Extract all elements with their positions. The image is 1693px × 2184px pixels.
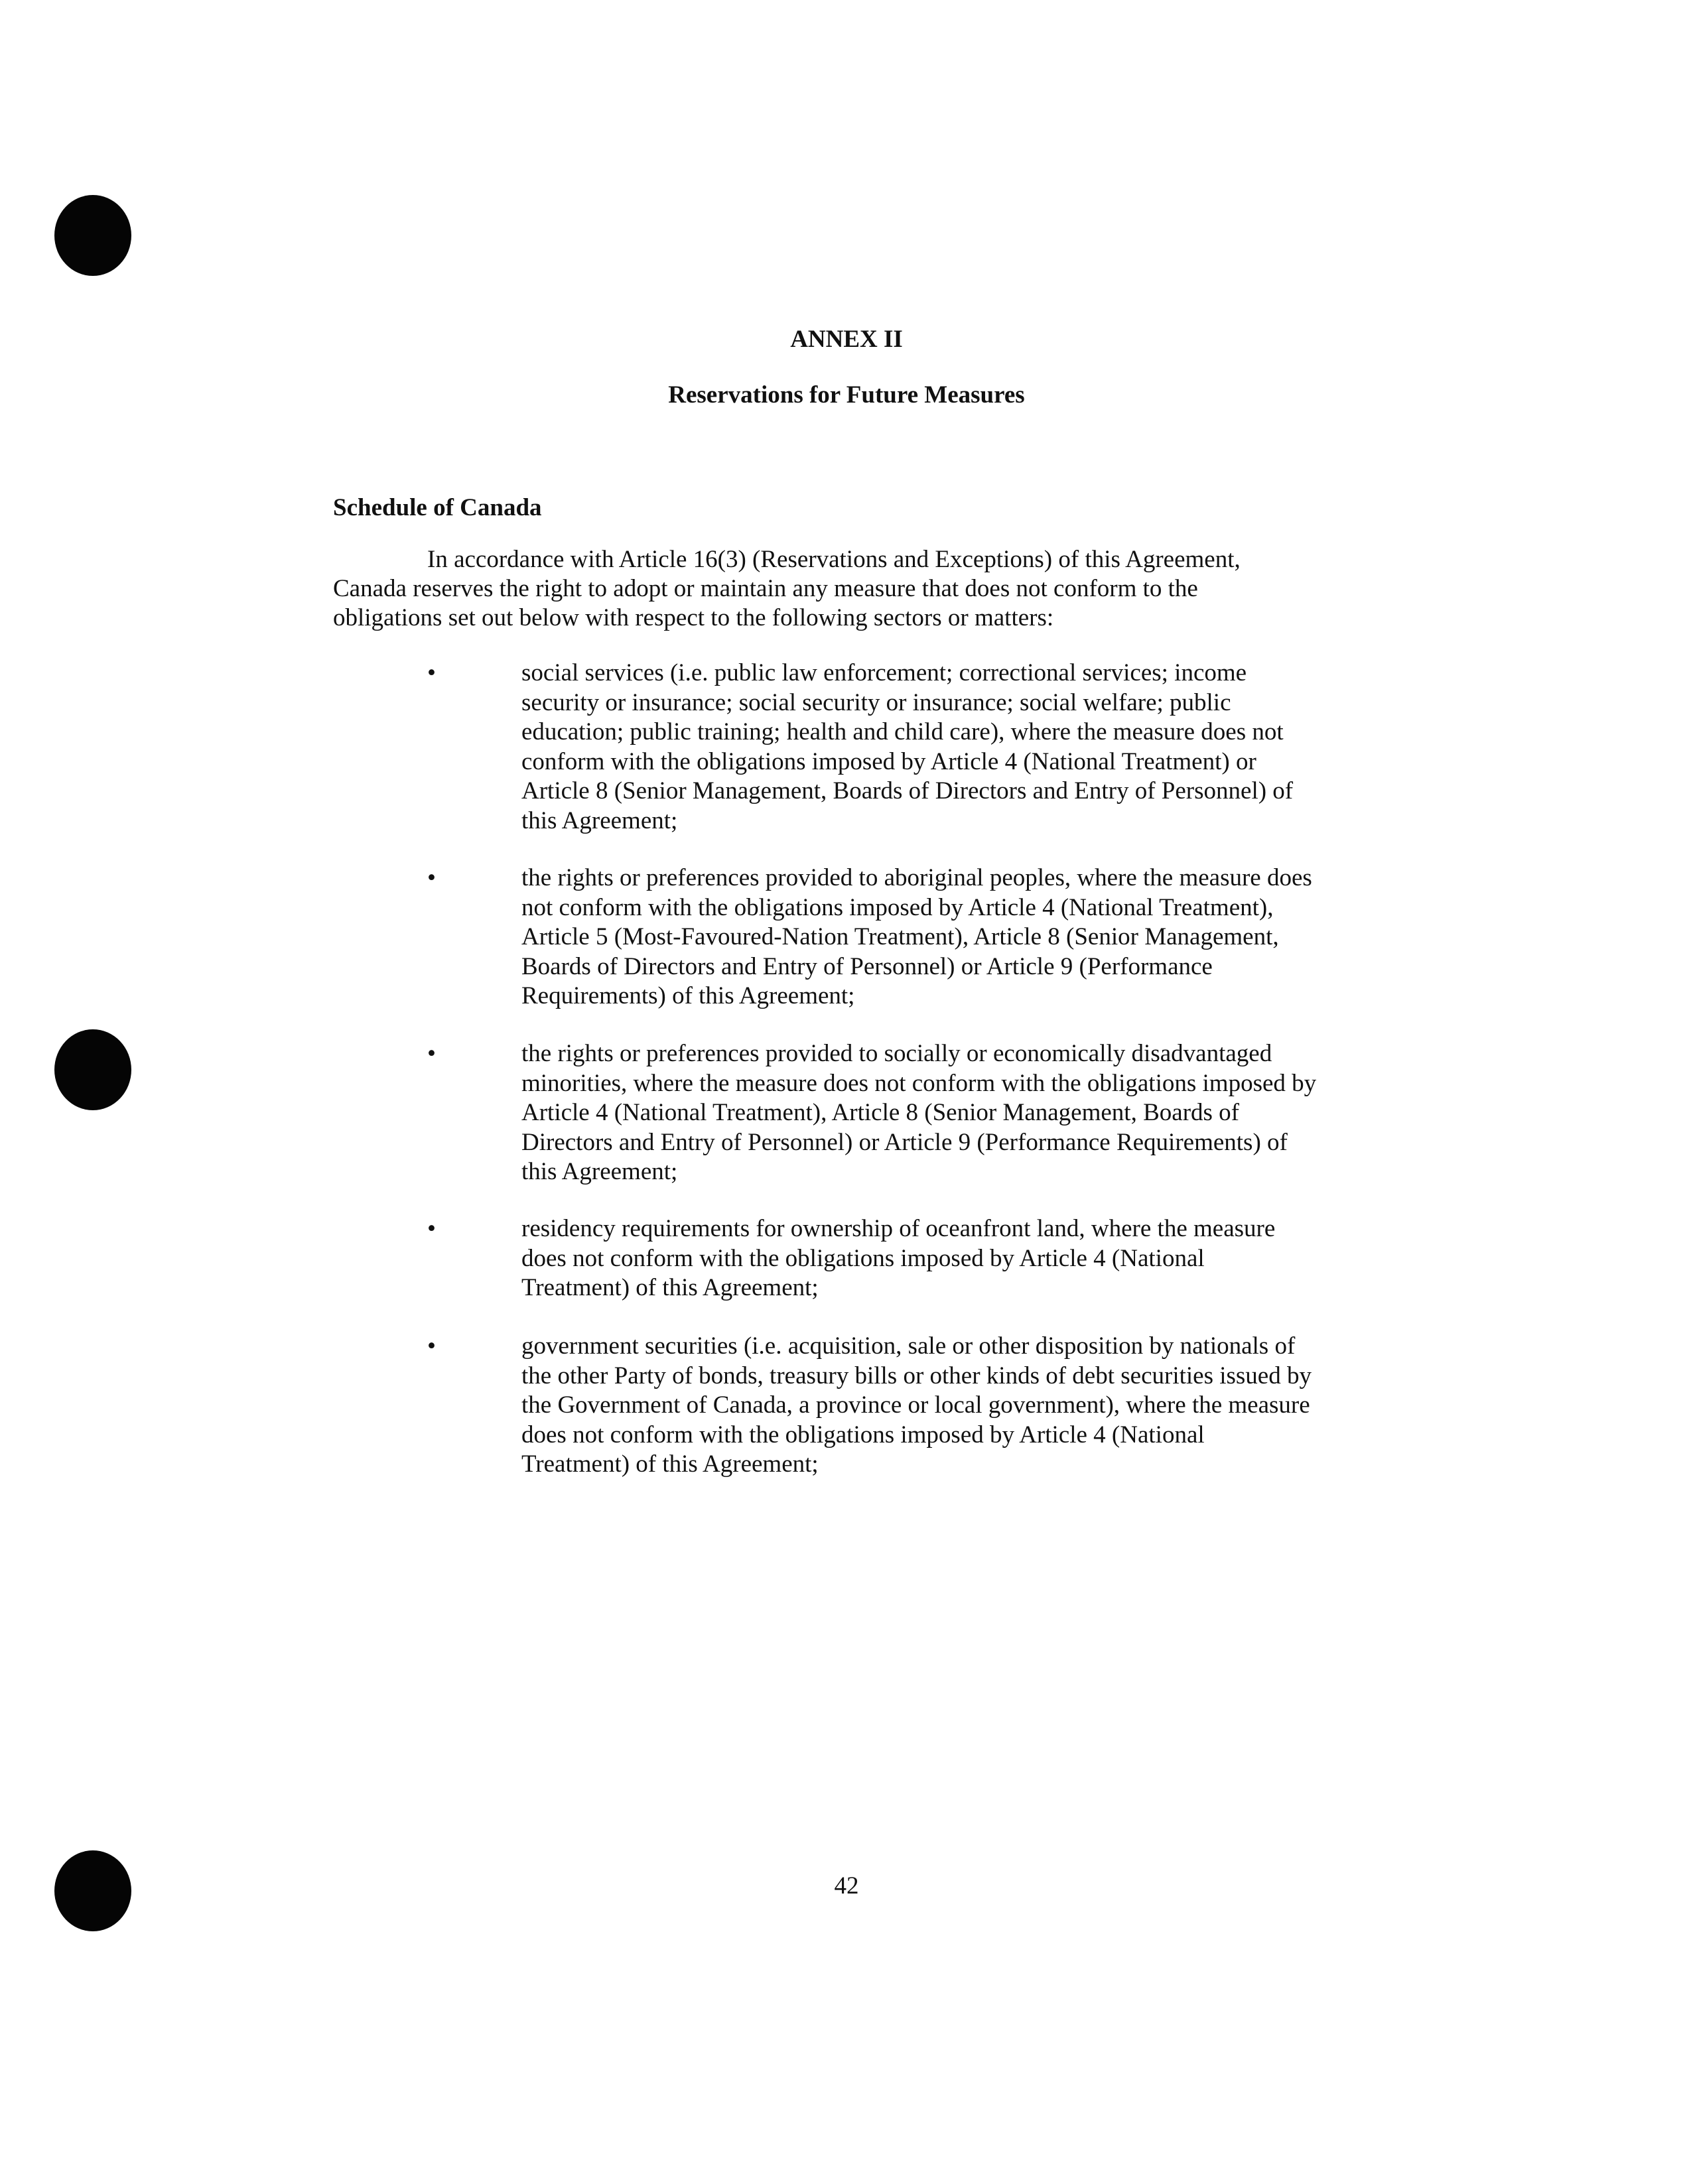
bullet-line: the other Party of bonds, treasury bills or other kinds of debt securities issued by: [521, 1362, 1312, 1389]
bullet-line: does not conform with the obligations imposed by Article 4 (National: [521, 1244, 1205, 1272]
bullet-line: Article 8 (Senior Management, Boards of Directors and Entry of Personnel) of: [521, 777, 1294, 805]
intro-line: In accordance with Article 16(3) (Reservations and Exceptions) of this Agreement,: [427, 546, 1241, 573]
bullet-line: the rights or preferences provided to aboriginal peoples, where the measure does: [521, 864, 1312, 891]
bullet-text: [521, 1214, 1275, 1303]
bullet-line: residency requirements for ownership of oceanfront land, where the measure: [521, 1215, 1276, 1242]
bullet-line: minorities, where the measure does not conform with the obligations imposed by: [521, 1069, 1317, 1097]
bullet-text: [521, 1039, 1316, 1187]
punch-hole: [54, 195, 131, 276]
bullet-line: Treatment) of this Agreement;: [521, 1274, 819, 1302]
bullet-line: the Government of Canada, a province or local government), where the measure: [521, 1391, 1310, 1419]
bullet-line: does not conform with the obligations imposed by Article 4 (National: [521, 1421, 1205, 1448]
bullet-line: the rights or preferences provided to socially or economically disadvantaged: [521, 1040, 1272, 1067]
bullet-line: security or insurance; social security or insurance; social welfare; public: [521, 688, 1231, 716]
bullet-line: government securities (i.e. acquisition, sale or other disposition by nationals of: [521, 1332, 1296, 1360]
bullet-line: conform with the obligations imposed by Article 4 (National Treatment) or: [521, 747, 1256, 775]
bullet-icon: •: [427, 1040, 436, 1067]
bullet-line: not conform with the obligations imposed by Article 4 (National Treatment),: [521, 893, 1274, 921]
bullet-line: Boards of Directors and Entry of Personnel) or Article 9 (Performance: [521, 952, 1213, 980]
annex-subtitle: Reservations for Future Measures: [668, 381, 1025, 409]
intro-line: Canada reserves the right to adopt or maintain any measure that does not conform to the: [333, 575, 1198, 602]
punch-hole: [54, 1029, 131, 1110]
bullet-line: education; public training; health and child care), where the measure does not: [521, 718, 1284, 746]
page-number: 42: [834, 1872, 859, 1899]
bullet-line: Article 4 (National Treatment), Article 8 (Senior Management, Boards of: [521, 1099, 1239, 1127]
intro-line: obligations set out below with respect to the following sectors or matters:: [333, 604, 1054, 631]
bullet-icon: •: [427, 1332, 436, 1360]
bullet-text: [521, 864, 1312, 1011]
bullet-icon: •: [427, 864, 436, 891]
schedule-heading: Schedule of Canada: [333, 494, 542, 521]
intro-paragraph: [333, 545, 1328, 633]
annex-title: ANNEX II: [790, 326, 903, 353]
bullet-line: Treatment) of this Agreement;: [521, 1450, 819, 1478]
bullet-line: social services (i.e. public law enforcement; correctional services; income: [521, 659, 1247, 686]
bullet-text: [521, 1332, 1312, 1480]
bullet-line: Article 5 (Most-Favoured-Nation Treatment), Article 8 (Senior Management,: [521, 923, 1279, 951]
bullet-line: Requirements) of this Agreement;: [521, 982, 855, 1010]
bullet-text: [521, 659, 1293, 836]
bullet-line: this Agreement;: [521, 1158, 678, 1186]
bullet-icon: •: [427, 659, 436, 686]
bullet-icon: •: [427, 1215, 436, 1242]
bullet-line: Directors and Entry of Personnel) or Article 9 (Performance Requirements) of: [521, 1128, 1288, 1156]
bullet-line: this Agreement;: [521, 806, 678, 834]
